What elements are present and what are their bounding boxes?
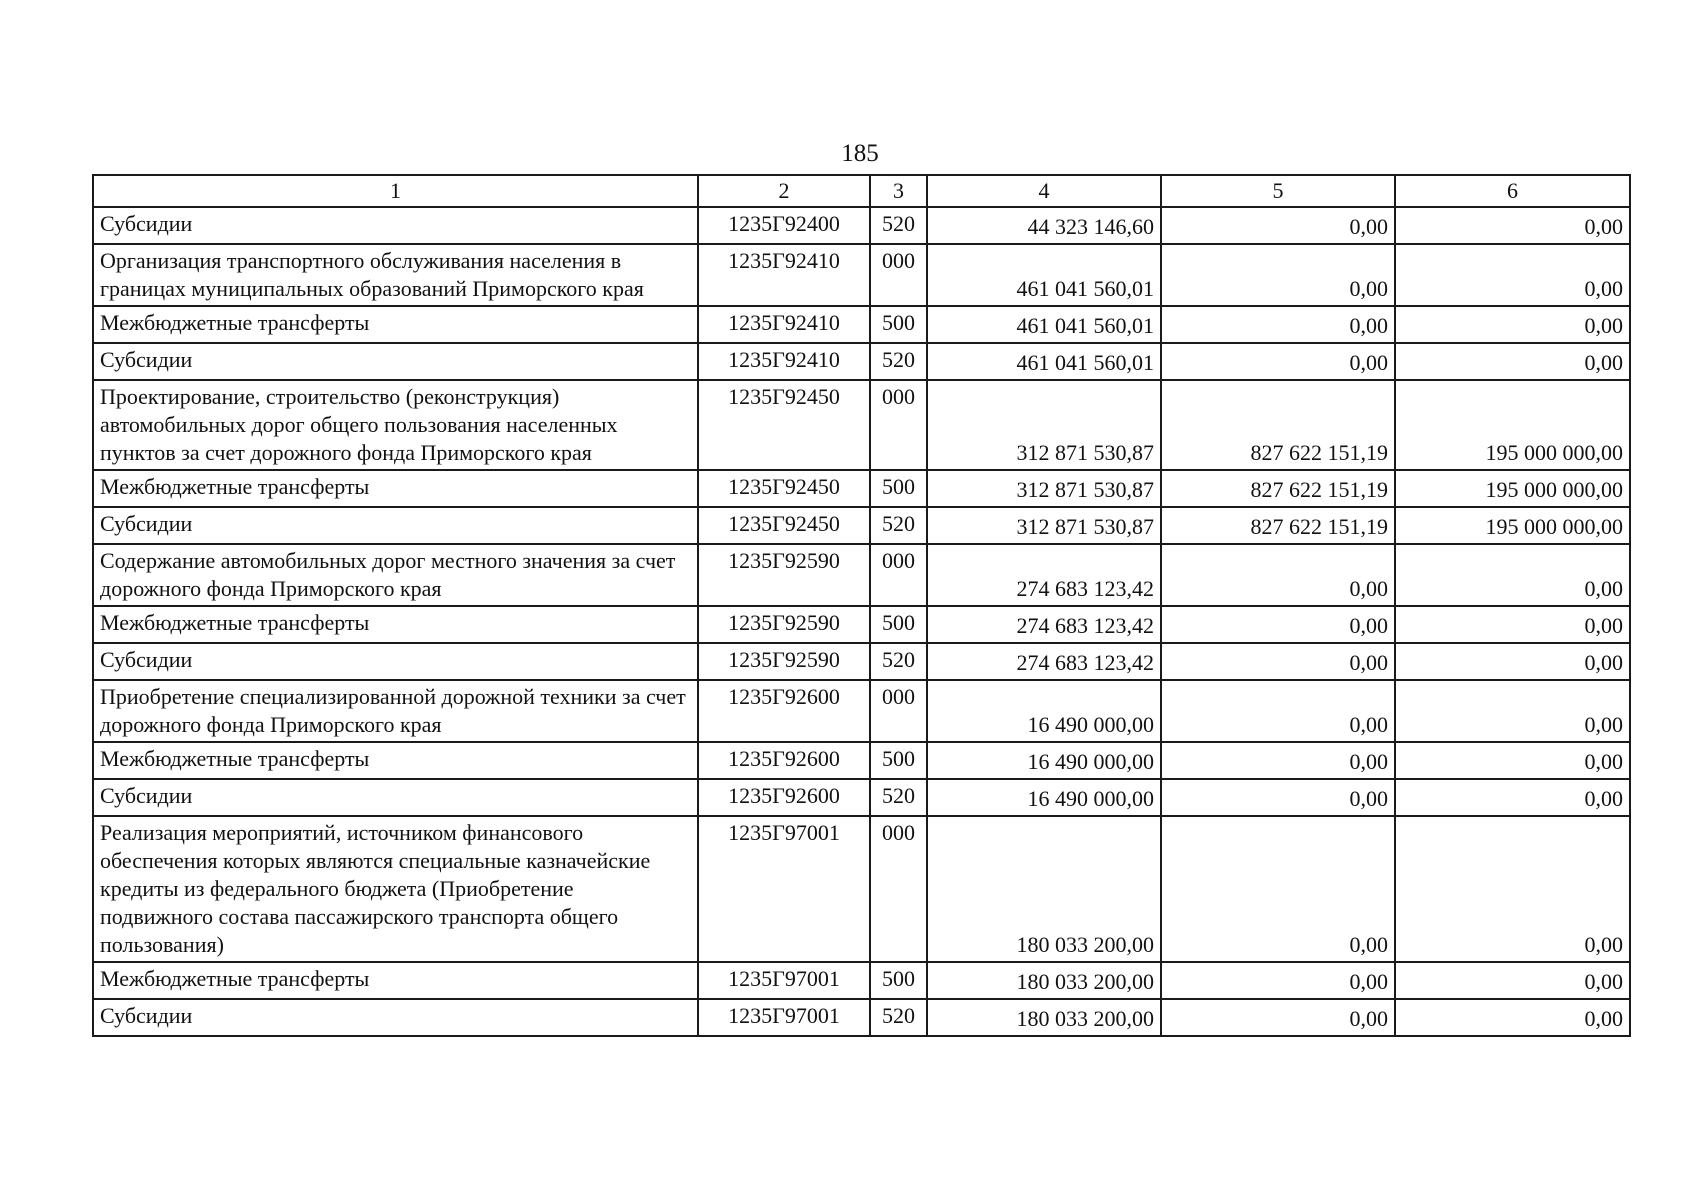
row-code: 1235Г92590: [698, 544, 870, 606]
table-row: [93, 507, 1630, 544]
row-amount-col5: 0,00: [1161, 742, 1395, 779]
row-code: 1235Г92600: [698, 779, 870, 816]
table-row: [93, 962, 1630, 999]
row-expense-type: 000: [870, 544, 927, 606]
row-expense-type: 520: [870, 779, 927, 816]
row-name: Межбюджетные трансферты: [93, 470, 698, 507]
row-amount-col4: 312 871 530,87: [927, 507, 1161, 544]
row-code: 1235Г97001: [698, 816, 870, 962]
header-col-6: 6: [1395, 175, 1630, 207]
row-amount-col5: 0,00: [1161, 343, 1395, 380]
row-expense-type: 500: [870, 742, 927, 779]
row-amount-col5: 0,00: [1161, 962, 1395, 999]
row-code: 1235Г92400: [698, 207, 870, 244]
row-amount-col6: 0,00: [1395, 544, 1630, 606]
table-row: [93, 680, 1630, 742]
row-amount-col5: 0,00: [1161, 999, 1395, 1036]
row-amount-col4: 180 033 200,00: [927, 816, 1161, 962]
row-amount-col4: 16 490 000,00: [927, 779, 1161, 816]
row-amount-col5: 0,00: [1161, 643, 1395, 680]
row-amount-col6: 0,00: [1395, 643, 1630, 680]
table-row: [93, 207, 1630, 244]
row-name: Субсидии: [93, 343, 698, 380]
table-row: [93, 343, 1630, 380]
row-amount-col5: 0,00: [1161, 606, 1395, 643]
table-row: [93, 742, 1630, 779]
row-amount-col5: 0,00: [1161, 680, 1395, 742]
row-amount-col4: 16 490 000,00: [927, 742, 1161, 779]
row-expense-type: 520: [870, 643, 927, 680]
row-amount-col4: 180 033 200,00: [927, 962, 1161, 999]
page-number: 185: [841, 140, 879, 167]
row-expense-type: 500: [870, 470, 927, 507]
row-expense-type: 520: [870, 207, 927, 244]
header-col-5: 5: [1161, 175, 1395, 207]
row-expense-type: 000: [870, 244, 927, 306]
row-amount-col5: 0,00: [1161, 816, 1395, 962]
row-amount-col5: 0,00: [1161, 779, 1395, 816]
table-row: [93, 244, 1630, 306]
row-amount-col6: 195 000 000,00: [1395, 380, 1630, 470]
row-amount-col4: 274 683 123,42: [927, 544, 1161, 606]
table-row: [93, 779, 1630, 816]
row-amount-col5: 0,00: [1161, 306, 1395, 343]
row-amount-col6: 0,00: [1395, 962, 1630, 999]
row-amount-col4: 461 041 560,01: [927, 343, 1161, 380]
row-amount-col5: 0,00: [1161, 244, 1395, 306]
row-code: 1235Г92600: [698, 680, 870, 742]
row-name: Содержание автомобильных дорог местного значения за счет дорожного фонда Приморского края: [93, 544, 698, 606]
row-name: Межбюджетные трансферты: [93, 962, 698, 999]
header-row: [93, 175, 1630, 207]
table-row: [93, 544, 1630, 606]
row-expense-type: 520: [870, 343, 927, 380]
row-amount-col6: 0,00: [1395, 244, 1630, 306]
table-row: [93, 606, 1630, 643]
row-expense-type: 500: [870, 962, 927, 999]
row-name: Межбюджетные трансферты: [93, 606, 698, 643]
row-code: 1235Г92600: [698, 742, 870, 779]
row-name: Межбюджетные трансферты: [93, 306, 698, 343]
row-amount-col4: 274 683 123,42: [927, 643, 1161, 680]
row-expense-type: 500: [870, 606, 927, 643]
row-amount-col4: 180 033 200,00: [927, 999, 1161, 1036]
header-col-1: 1: [93, 175, 698, 207]
row-amount-col4: 312 871 530,87: [927, 380, 1161, 470]
row-amount-col6: 195 000 000,00: [1395, 470, 1630, 507]
table-row: [93, 999, 1630, 1036]
row-code: 1235Г92410: [698, 306, 870, 343]
header-col-3: 3: [870, 175, 927, 207]
row-name: Субсидии: [93, 999, 698, 1036]
row-code: 1235Г97001: [698, 999, 870, 1036]
row-expense-type: 520: [870, 507, 927, 544]
row-amount-col6: 0,00: [1395, 606, 1630, 643]
row-name: Субсидии: [93, 507, 698, 544]
row-code: 1235Г92590: [698, 643, 870, 680]
table-row: [93, 470, 1630, 507]
row-amount-col6: 0,00: [1395, 779, 1630, 816]
row-amount-col5: 0,00: [1161, 544, 1395, 606]
row-amount-col5: 0,00: [1161, 207, 1395, 244]
row-amount-col4: 312 871 530,87: [927, 470, 1161, 507]
header-col-4: 4: [927, 175, 1161, 207]
budget-table: [92, 174, 1631, 1037]
row-amount-col6: 0,00: [1395, 816, 1630, 962]
row-code: 1235Г97001: [698, 962, 870, 999]
row-code: 1235Г92410: [698, 244, 870, 306]
row-expense-type: 520: [870, 999, 927, 1036]
row-amount-col6: 0,00: [1395, 999, 1630, 1036]
row-amount-col6: 0,00: [1395, 343, 1630, 380]
row-amount-col4: 44 323 146,60: [927, 207, 1161, 244]
row-expense-type: 000: [870, 680, 927, 742]
row-amount-col4: 16 490 000,00: [927, 680, 1161, 742]
row-expense-type: 000: [870, 380, 927, 470]
row-amount-col6: 195 000 000,00: [1395, 507, 1630, 544]
row-name: Приобретение специализированной дорожной техники за счет дорожного фонда Приморского края: [93, 680, 698, 742]
table-row: [93, 306, 1630, 343]
row-code: 1235Г92590: [698, 606, 870, 643]
row-code: 1235Г92450: [698, 507, 870, 544]
row-name: Субсидии: [93, 779, 698, 816]
row-amount-col4: 274 683 123,42: [927, 606, 1161, 643]
row-code: 1235Г92450: [698, 380, 870, 470]
row-amount-col5: 827 622 151,19: [1161, 380, 1395, 470]
table-row: [93, 816, 1630, 962]
row-code: 1235Г92450: [698, 470, 870, 507]
row-name: Организация транспортного обслуживания населения в границах муниципальных образований Приморского края: [93, 244, 698, 306]
row-code: 1235Г92410: [698, 343, 870, 380]
table-body: [93, 207, 1630, 1036]
row-amount-col6: 0,00: [1395, 680, 1630, 742]
row-name: Межбюджетные трансферты: [93, 742, 698, 779]
row-amount-col5: 827 622 151,19: [1161, 507, 1395, 544]
row-amount-col6: 0,00: [1395, 207, 1630, 244]
row-name: Реализация мероприятий, источником финансового обеспечения которых являются специальные казначейские кредиты из федерального бюджета (Приобретение подвижного состава пассажирского транспорта общего пользования): [93, 816, 698, 962]
table-header: [93, 175, 1630, 207]
row-amount-col4: 461 041 560,01: [927, 244, 1161, 306]
row-name: Субсидии: [93, 643, 698, 680]
row-amount-col4: 461 041 560,01: [927, 306, 1161, 343]
header-col-2: 2: [698, 175, 870, 207]
row-name: Субсидии: [93, 207, 698, 244]
row-amount-col5: 827 622 151,19: [1161, 470, 1395, 507]
row-amount-col6: 0,00: [1395, 306, 1630, 343]
row-amount-col6: 0,00: [1395, 742, 1630, 779]
row-expense-type: 000: [870, 816, 927, 962]
table-row: [93, 643, 1630, 680]
table-row: [93, 380, 1630, 470]
row-name: Проектирование, строительство (реконструкция) автомобильных дорог общего пользования населенных пунктов за счет дорожного фонда Приморского края: [93, 380, 698, 470]
row-expense-type: 500: [870, 306, 927, 343]
